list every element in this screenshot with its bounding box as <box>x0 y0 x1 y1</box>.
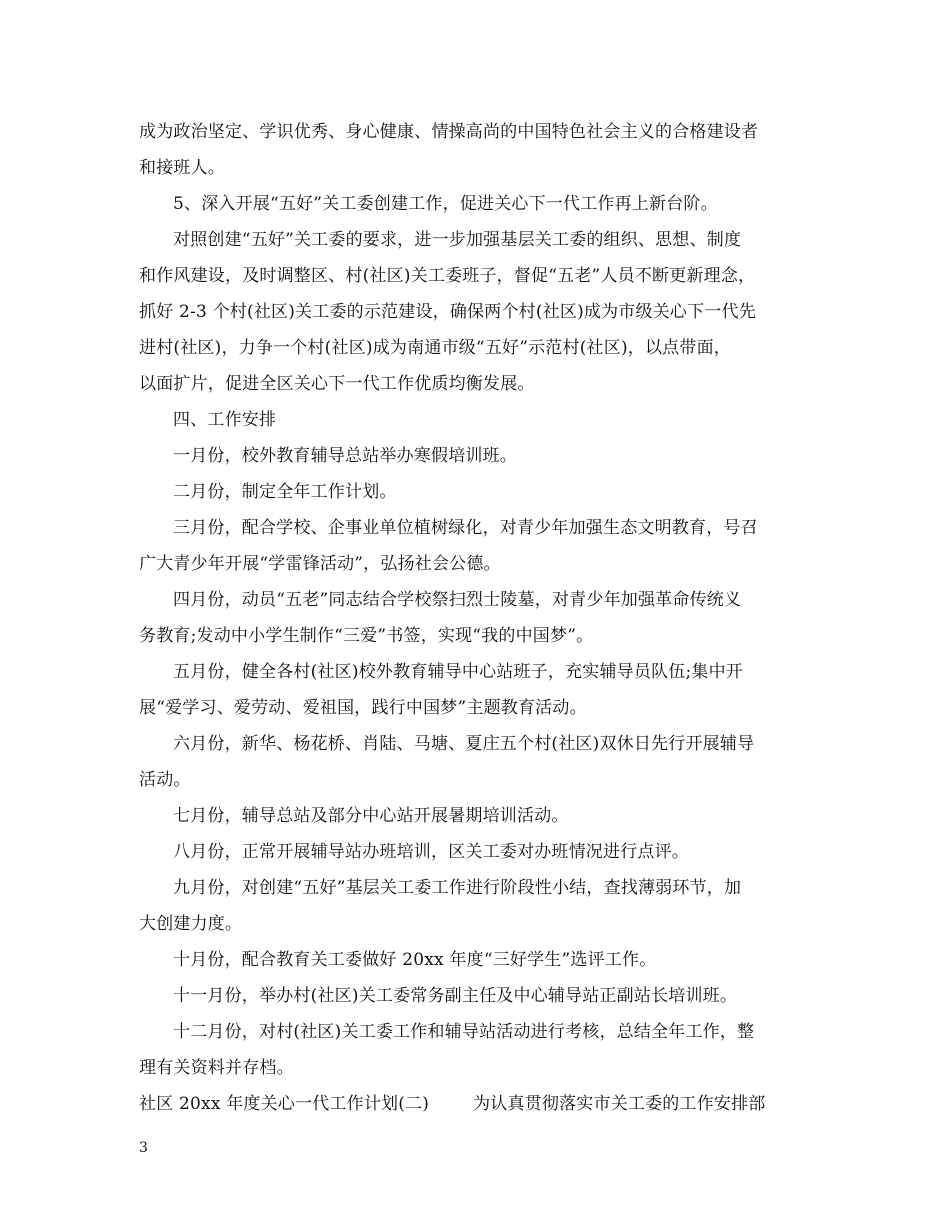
text-line: 和作风建设，及时调整区、村(社区)关工委班子，督促“五老”人员不断更新理念， <box>139 266 756 286</box>
text-line: 五月份，健全各村(社区)校外教育辅导中心站班子，充实辅导员队伍;集中开 <box>173 662 743 682</box>
text-line: 大创建力度。 <box>139 914 243 934</box>
final-line <box>139 1086 819 1122</box>
text-line: 务教育;发动中小学生制作“三爱”书签，实现“我的中国梦”。 <box>139 626 594 646</box>
text-line: 十一月份，举办村(社区)关工委常务副主任及中心辅导站正副站长培训班。 <box>173 986 738 1006</box>
text-line: 和接班人。 <box>139 158 225 178</box>
text-line: 八月份，正常开展辅导站办班培训，区关工委对办班情况进行点评。 <box>173 842 689 862</box>
text-line: 十二月份，对村(社区)关工委工作和辅导站活动进行考核，总结全年工作，整 <box>173 1022 755 1042</box>
text-line: 六月份，新华、杨花桥、肖陆、马塘、夏庄五个村(社区)双休日先行开展辅导 <box>173 734 755 754</box>
text-line: 一月份，校外教育辅导总站举办寒假培训班。 <box>173 446 517 466</box>
text-line: 进村(社区)，力争一个村(社区)成为南通市级“五好”示范村(社区)，以点带面， <box>139 338 731 358</box>
text-line: 广大青少年开展“学雷锋活动”，弘扬社会公德。 <box>139 554 501 574</box>
next-document-intro: 为认真贯彻落实市关工委的工作安排部 <box>473 1094 766 1114</box>
text-line: 以面扩片，促进全区关心下一代工作优质均衡发展。 <box>139 374 535 394</box>
text-line: 理有关资料并存档。 <box>139 1058 294 1078</box>
text-line: 展“爱学习、爱劳动、爱祖国，践行中国梦”主题教育活动。 <box>139 698 587 718</box>
document-body <box>139 114 819 1122</box>
text-line: 对照创建“五好”关工委的要求，进一步加强基层关工委的组织、思想、制度 <box>173 230 742 250</box>
text-line: 活动。 <box>139 770 191 790</box>
text-line: 三月份，配合学校、企事业单位植树绿化，对青少年加强生态文明教育，号召 <box>173 518 758 538</box>
text-line: 5、深入开展“五好”关工委创建工作，促进关心下一代工作再上新台阶。 <box>173 194 718 214</box>
text-line: 七月份，辅导总站及部分中心站开展暑期培训活动。 <box>173 806 569 826</box>
text-line: 抓好 2-3 个村(社区)关工委的示范建设，确保两个村(社区)成为市级关心下一代先 <box>139 302 756 322</box>
text-line: 成为政治坚定、学识优秀、身心健康、情操高尚的中国特色社会主义的合格建设者 <box>139 122 759 142</box>
text-line: 十月份，配合教育关工委做好 20xx 年度“三好学生”选评工作。 <box>173 950 657 970</box>
text-line: 九月份，对创建“五好”基层关工委工作进行阶段性小结，查找薄弱环节，加 <box>173 878 742 898</box>
section-heading: 四、工作安排 <box>173 410 277 430</box>
page-number: 3 <box>139 1140 148 1156</box>
text-line: 二月份，制定全年工作计划。 <box>173 482 397 502</box>
next-document-title: 社区 20xx 年度关心一代工作计划(二) <box>139 1094 430 1114</box>
text-line: 四月份，动员“五老”同志结合学校祭扫烈士陵墓，对青少年加强革命传统义 <box>173 590 742 610</box>
